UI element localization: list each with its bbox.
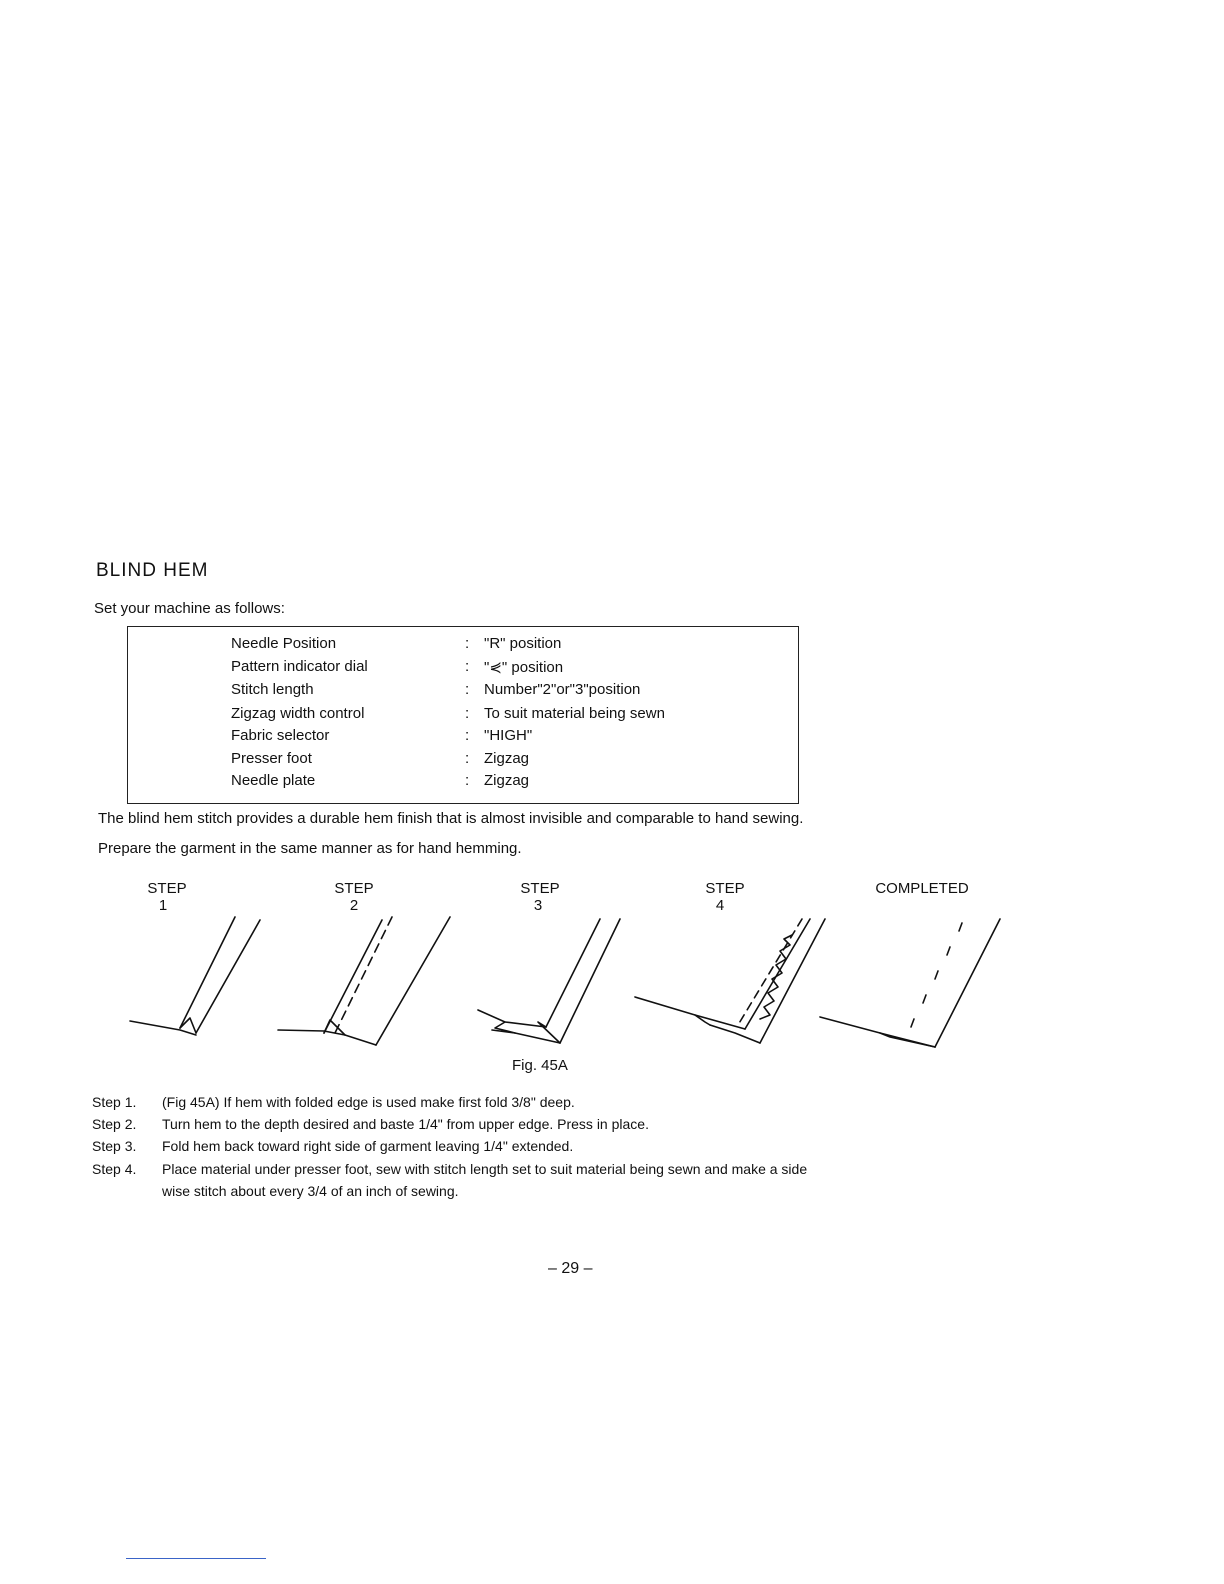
hem-fold-illustration xyxy=(120,905,1020,1055)
step-number: Step 1. xyxy=(92,1094,137,1110)
step-3-drawing xyxy=(478,919,620,1043)
caption-word: STEP xyxy=(334,880,374,897)
caption-number: 3 xyxy=(533,897,543,914)
settings-row xyxy=(128,681,798,704)
setting-colon: : xyxy=(465,658,470,675)
setting-colon: : xyxy=(465,681,470,698)
setting-colon: : xyxy=(465,705,470,722)
settings-row xyxy=(128,705,798,728)
setting-value: To suit material being sewn xyxy=(484,705,665,722)
caption-word: STEP xyxy=(705,880,745,897)
bottom-divider xyxy=(126,1558,266,1559)
caption-word: STEP xyxy=(147,880,187,897)
setting-value: Zigzag xyxy=(484,772,530,789)
setting-label: Needle plate xyxy=(231,772,316,789)
settings-row xyxy=(128,635,798,658)
step-2-drawing xyxy=(278,917,450,1045)
step-text: Fold hem back toward right side of garment leaving 1/4" extended. xyxy=(162,1138,574,1154)
step-number: Step 4. xyxy=(92,1161,137,1177)
description-paragraph: Prepare the garment in the same manner as for hand hemming. xyxy=(98,840,522,857)
setting-label: Stitch length xyxy=(231,681,314,698)
setting-colon: : xyxy=(465,635,470,652)
step-text: wise stitch about every 3/4 of an inch of sewing. xyxy=(162,1183,459,1199)
step-number: Step 2. xyxy=(92,1116,137,1132)
step-number: Step 3. xyxy=(92,1138,137,1154)
step-text: (Fig 45A) If hem with folded edge is used make first fold 3/8" deep. xyxy=(162,1094,575,1110)
setting-label: Zigzag width control xyxy=(231,705,365,722)
setting-colon: : xyxy=(465,750,470,767)
intro-text: Set your machine as follows: xyxy=(94,600,285,617)
caption-word: STEP xyxy=(520,880,560,897)
caption-number: 4 xyxy=(715,897,725,914)
completed-drawing xyxy=(820,919,1000,1047)
step-4-drawing xyxy=(635,919,825,1043)
setting-colon: : xyxy=(465,727,470,744)
setting-label: Needle Position xyxy=(231,635,337,652)
figure-step-caption xyxy=(862,880,982,897)
setting-value: "HIGH" xyxy=(484,727,533,744)
settings-row xyxy=(128,772,798,795)
description-paragraph: The blind hem stitch provides a durable hem finish that is almost invisible and comparable to hand sewing. xyxy=(98,810,804,827)
caption-word: COMPLETED xyxy=(875,880,969,897)
caption-number: 1 xyxy=(158,897,168,914)
step-text: Place material under presser foot, sew with stitch length set to suit material being sewn and make a side xyxy=(162,1161,808,1177)
caption-number: 2 xyxy=(349,897,359,914)
step-text: Turn hem to the depth desired and baste 1/4" from upper edge. Press in place. xyxy=(162,1116,649,1132)
setting-label: Pattern indicator dial xyxy=(231,658,368,675)
setting-colon: : xyxy=(465,772,470,789)
setting-label: Presser foot xyxy=(231,750,312,767)
step-1-drawing xyxy=(130,917,260,1035)
setting-value: "R" position xyxy=(484,635,562,652)
page-number: – 29 – xyxy=(548,1260,593,1277)
settings-row xyxy=(128,750,798,773)
setting-value: Number"2"or"3"position xyxy=(484,681,641,698)
setting-value: Zigzag xyxy=(484,750,530,767)
settings-table xyxy=(127,626,799,804)
figure-label: Fig. 45A xyxy=(512,1057,568,1074)
setting-value: "⋞" position xyxy=(484,659,564,676)
section-title: BLIND HEM xyxy=(96,560,209,581)
setting-label: Fabric selector xyxy=(231,727,330,744)
settings-row xyxy=(128,727,798,750)
settings-row xyxy=(128,658,798,681)
